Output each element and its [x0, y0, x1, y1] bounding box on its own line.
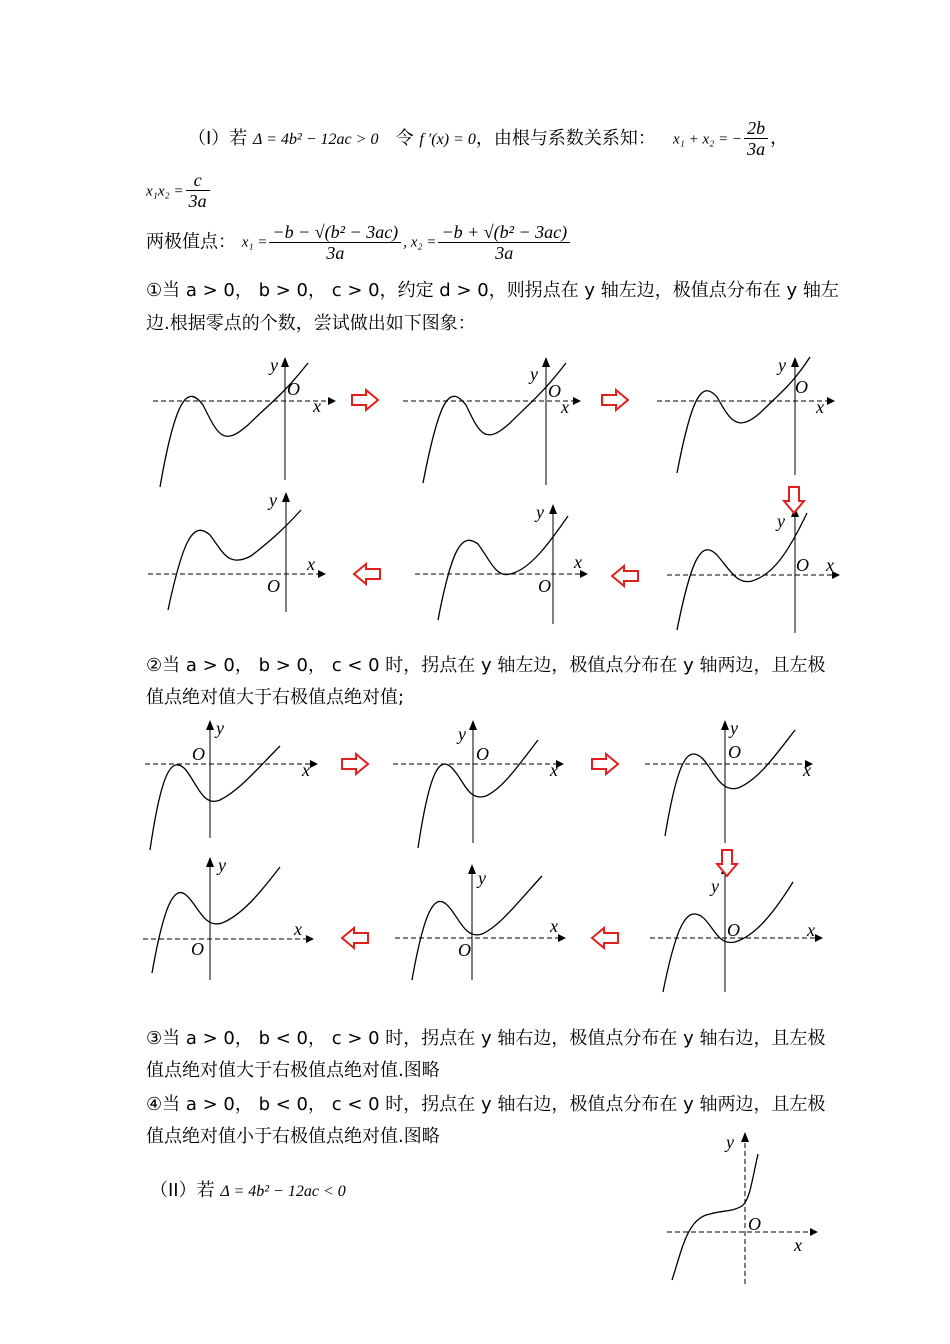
y-axis-arrow-icon [542, 357, 550, 367]
case2-line1: ②当 a > 0， b > 0， c < 0 时，拐点在 y 轴左边，极值点分布在 y 轴两边，且左极 [146, 655, 826, 676]
origin-label: O [267, 576, 280, 596]
case2-graph-2 [388, 718, 578, 858]
case2-graph-1 [140, 718, 330, 858]
x1-denominator: 3a [326, 243, 345, 263]
y-label: y [216, 718, 224, 738]
origin-label: O [727, 920, 740, 940]
case1-graph-5 [410, 502, 600, 652]
x-axis-arrow-icon [310, 760, 318, 768]
origin-label: O [287, 379, 300, 399]
cubic-curve [677, 513, 807, 630]
x-label: x [803, 760, 811, 780]
section1-line [188, 128, 656, 151]
case1-graph-6 [662, 505, 852, 655]
y-label: y [478, 868, 486, 888]
sum-fraction [744, 118, 768, 159]
extrema-line [146, 222, 572, 263]
x-label: x [561, 397, 569, 417]
cubic-curve [152, 867, 280, 973]
y-label: y [530, 364, 538, 384]
y-label: y [218, 855, 226, 875]
x-label: x [807, 920, 815, 940]
x-label: x [550, 760, 558, 780]
y-label: y [536, 502, 544, 522]
x-label: x [313, 396, 321, 416]
x1-lhs: x₁ = [241, 234, 268, 251]
sum-comma: ， [770, 127, 789, 149]
case2-graph-4 [138, 855, 328, 995]
y-label: y [458, 724, 466, 744]
y-label: y [726, 1132, 734, 1152]
x-axis-arrow-icon [827, 397, 835, 405]
x-axis-arrow-icon [815, 934, 823, 942]
section2-heading: （II）若 [150, 1180, 215, 1201]
ling-word: 令 [395, 128, 414, 149]
y-label: y [777, 511, 785, 531]
x-label: x [550, 916, 558, 936]
case4-line2: 值点绝对值小于右极值点绝对值.图略 [146, 1126, 440, 1147]
origin-label: O [538, 576, 551, 596]
x2-denominator: 3a [495, 243, 514, 263]
case4-line1: ④当 a > 0， b < 0， c < 0 时，拐点在 y 轴右边，极值点分布在 y 轴两边，且左极 [146, 1094, 826, 1115]
origin-label: O [476, 744, 489, 764]
origin-label: O [458, 940, 471, 960]
x-label: x [574, 552, 582, 572]
x2-numerator: −b + √(b² − 3ac) [438, 222, 570, 243]
cubic-curve [168, 510, 301, 610]
case2-graph-6 [645, 862, 835, 1002]
y-axis-arrow-icon [721, 720, 729, 730]
vieta-sum [673, 118, 788, 159]
x-label: x [302, 760, 310, 780]
case2-line2: 值点绝对值大于右极值点绝对值; [146, 687, 405, 708]
y-axis-arrow-icon [469, 720, 477, 730]
section1-heading: （I）若 [188, 128, 248, 149]
delta-expression: Δ = 4b² − 12ac > 0 [253, 131, 379, 148]
cubic-curve [438, 516, 568, 620]
y-axis-arrow-icon [741, 1132, 749, 1142]
sum-denominator: 3a [747, 139, 766, 159]
case1-graph-3 [652, 355, 842, 505]
right-arrow-icon [600, 388, 630, 412]
x-label: x [294, 919, 302, 939]
x-label: x [307, 554, 315, 574]
y-axis-arrow-icon [468, 864, 476, 874]
case1-line1: ①当 a > 0， b > 0， c > 0，约定 d > 0，则拐点在 y 轴左边，极值点分布在 y 轴左 [146, 280, 839, 301]
cubic-curve [150, 746, 280, 850]
down-arrow-icon [715, 848, 739, 878]
y-label: y [270, 355, 278, 375]
right-arrow-icon [340, 752, 370, 776]
case3-line2: 值点绝对值大于右极值点绝对值.图略 [146, 1060, 440, 1081]
vieta-product [146, 170, 212, 211]
x1-fraction [269, 222, 401, 263]
x-label: x [794, 1235, 802, 1255]
product-fraction [186, 170, 210, 211]
left-arrow-icon [610, 564, 640, 588]
cubic-curve [412, 876, 542, 980]
x-axis-arrow-icon [810, 1228, 818, 1236]
x-axis-arrow-icon [328, 397, 336, 405]
vieta-text: ，由根与系数关系知： [475, 128, 656, 149]
case2-graph-5 [390, 862, 580, 1002]
y-axis-arrow-icon [282, 492, 290, 502]
case1-graph-2 [398, 355, 588, 505]
right-arrow-icon [590, 752, 620, 776]
origin-label: O [192, 744, 205, 764]
product-numerator: c [186, 170, 210, 191]
derivative-expression: f ′(x) = 0 [419, 131, 476, 148]
origin-label: O [796, 555, 809, 575]
x-axis-arrow-icon [573, 397, 581, 405]
product-lhs: x₁x₂ = [146, 183, 184, 200]
x1-numerator: −b − √(b² − 3ac) [269, 222, 401, 243]
origin-label: O [748, 1214, 761, 1234]
x-axis-arrow-icon [306, 935, 314, 943]
case3-line1: ③当 a > 0， b < 0， c > 0 时，拐点在 y 轴右边，极值点分布在 y 轴右边，且左极 [146, 1028, 826, 1049]
y-axis-arrow-icon [281, 357, 289, 367]
y-axis-arrow-icon [206, 720, 214, 730]
down-arrow-icon [782, 485, 806, 515]
origin-label: O [548, 381, 561, 401]
y-label: y [269, 490, 277, 510]
extrema-label: 两极值点： [146, 231, 236, 253]
origin-label: O [795, 377, 808, 397]
sum-numerator: 2b [744, 118, 768, 139]
origin-label: O [728, 742, 741, 762]
y-label: y [711, 876, 719, 896]
case2-graph-3 [640, 718, 830, 858]
y-label: y [730, 718, 738, 738]
case1-graph-4 [143, 490, 333, 640]
left-arrow-icon [340, 926, 370, 950]
cubic-curve [423, 363, 566, 483]
origin-label: O [191, 939, 204, 959]
y-label: y [778, 355, 786, 375]
left-arrow-icon [590, 926, 620, 950]
x-label: x [816, 397, 824, 417]
cubic-curve [160, 363, 308, 487]
sum-lhs: x₁ + x₂ = − [673, 131, 743, 148]
case1-line2: 边.根据零点的个数，尝试做出如下图象： [146, 313, 476, 334]
section2-graph [662, 1130, 832, 1290]
y-axis-arrow-icon [549, 504, 557, 514]
case1-graph-1 [148, 355, 338, 505]
left-arrow-icon [352, 562, 382, 586]
x2-fraction [438, 222, 570, 263]
x2-lhs: , x₂ = [403, 234, 437, 251]
section2-line [150, 1180, 346, 1203]
cubic-curve [677, 357, 810, 473]
delta-expression-negative: Δ = 4b² − 12ac < 0 [220, 1183, 346, 1200]
x-label: x [826, 555, 834, 575]
y-axis-arrow-icon [791, 357, 799, 367]
right-arrow-icon [350, 388, 380, 412]
y-axis-arrow-icon [206, 857, 214, 867]
x-axis-arrow-icon [318, 570, 326, 578]
x-axis-arrow-icon [558, 934, 566, 942]
product-denominator: 3a [188, 191, 207, 211]
